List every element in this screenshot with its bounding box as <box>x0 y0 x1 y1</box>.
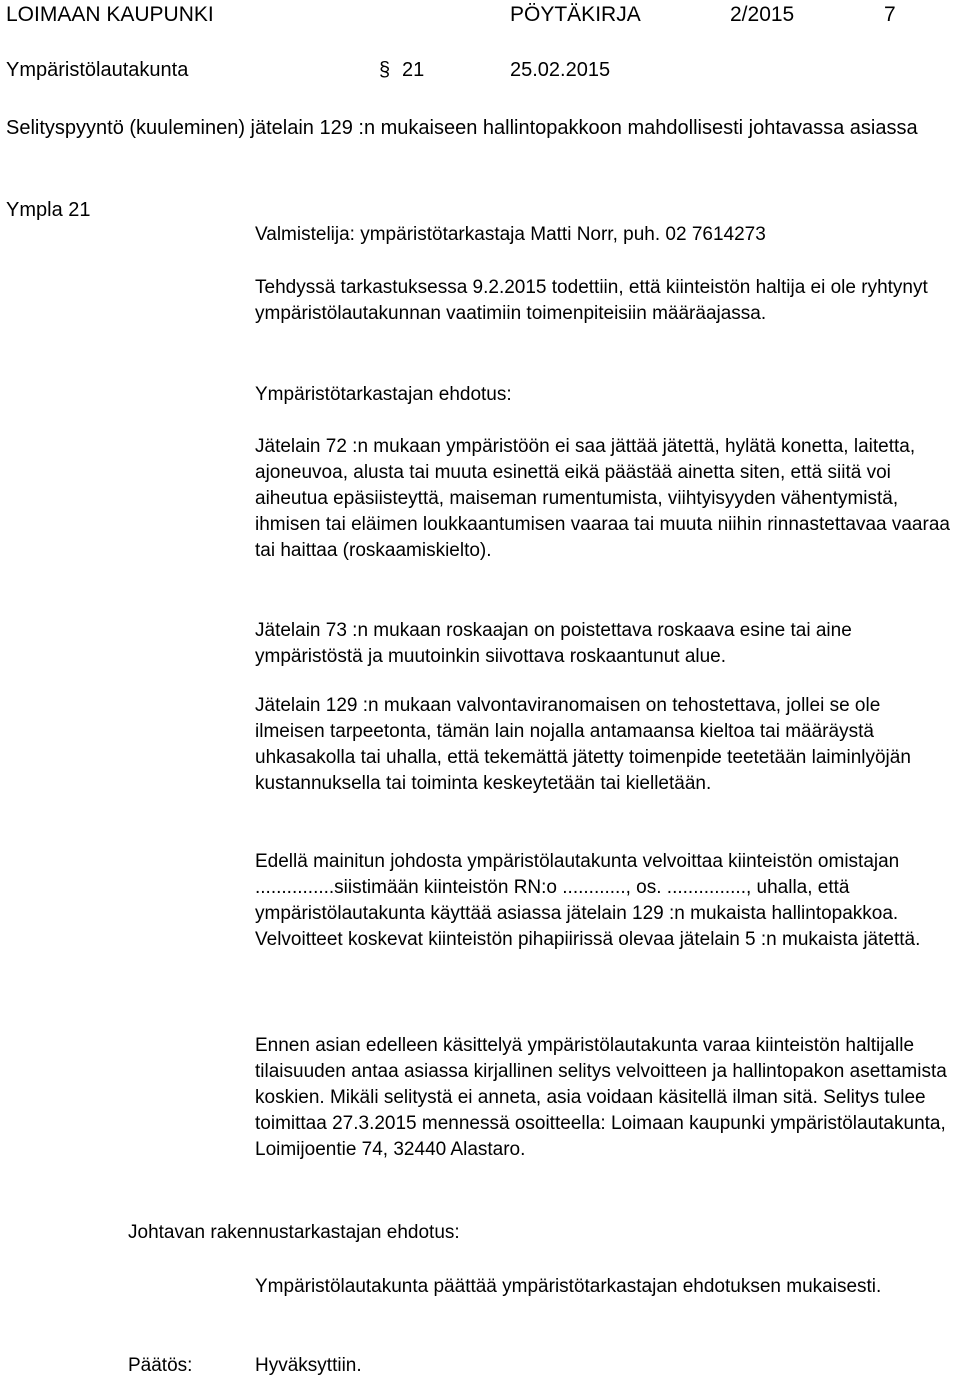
page-number: 7 <box>884 3 896 26</box>
paragraph-text: Jätelain 72 :n mukaan ympäristöön ei saa jättää jätettä, hylätä konetta, laitetta, ajoneuvoa, alusta tai muuta esinettä eikä päästää ainetta siten, että siitä voi aiheutua epäsiisteyttä, maiseman rumentumista, viihtyisyyden vähentymistä, ihmisen tai eläimen loukkaantumisen vaaraa tai muuta niihin rinnastettavaa vaaraa tai haittaa (roskaamiskielto). <box>255 436 950 561</box>
proposal-heading: Ympäristötarkastajan ehdotus: <box>255 384 512 405</box>
paragraph-hearing <box>255 1033 955 1163</box>
chief-proposal-text <box>255 1274 955 1300</box>
case-ref: Ympla 21 <box>6 199 91 221</box>
paragraph-text: Edellä mainitun johdosta ympäristölautakunta velvoittaa kiinteistön omistajan ...............siistimään kiinteistön RN:o ............, os. ..............., uhalla, että ympäristölautakunta käyttää asiassa jätelain 129 :n mukaista hallintopakkoa. Velvoitteet koskevat kiinteistön pihapiirissä olevaa jätelain 5 :n mukaista jätettä. <box>255 851 921 950</box>
paragraph-text: Ennen asian edelleen käsittelyä ympäristölautakunta varaa kiinteistön haltijalle tilaisuuden antaa asiassa kirjallinen selitys velvoitteen ja hallintopakon asettamista koskien. Mikäli selitystä ei anneta, asia voidaan käsitellä ilman sitä. Selitys tulee toimittaa 27.3.2015 mennessä osoitteella: Loimaan kaupunki ympäristölautakunta, Loimijoentie 74, 32440 Alastaro. <box>255 1035 947 1160</box>
doc-type: PÖYTÄKIRJA <box>510 3 641 26</box>
inspection-text: Tehdyssä tarkastuksessa 9.2.2015 todettiin, että kiinteistön haltija ei ole ryhtynyt ympäristölautakunnan vaatimiin toimenpiteisiin määräajassa. <box>255 277 928 324</box>
paragraph-obligation <box>255 849 955 953</box>
meeting-date: 25.02.2015 <box>510 59 611 81</box>
paragraph-jatelaki-72 <box>255 434 955 564</box>
paragraph-jatelaki-73 <box>255 618 955 670</box>
decision-text: Hyväksyttiin. <box>255 1355 362 1376</box>
board-name: Ympäristölautakunta <box>6 59 189 81</box>
paragraph-jatelaki-129 <box>255 693 955 797</box>
paragraph-text: Jätelain 129 :n mukaan valvontaviranomaisen on tehostettava, jollei se ole ilmeisen tarpeetonta, tämän lain nojalla antamaansa kieltoa tai määräystä uhkasakolla tai uhalla, että tekemättä jätetty toimenpide teetetään laiminlyöjän kustannuksella tai toiminta keskeytetään tai kielletään. <box>255 695 911 794</box>
section-number: 21 <box>402 59 425 81</box>
inspection-paragraph <box>255 275 955 327</box>
doc-number: 2/2015 <box>730 3 795 26</box>
chief-proposal-heading: Johtavan rakennustarkastajan ehdotus: <box>128 1222 460 1243</box>
preparer-line: Valmistelija: ympäristötarkastaja Matti Norr, puh. 02 7614273 <box>255 224 766 245</box>
org-name: LOIMAAN KAUPUNKI <box>6 3 214 26</box>
decision-label: Päätös: <box>128 1355 193 1376</box>
case-title: Selityspyyntö (kuuleminen) jätelain 129 :n mukaiseen hallintopakkoon mahdollisesti johtavassa asiassa <box>6 117 918 139</box>
section-mark: § <box>379 59 391 81</box>
paragraph-text: Ympäristölautakunta päättää ympäristötarkastajan ehdotuksen mukaisesti. <box>255 1276 882 1297</box>
paragraph-text: Jätelain 73 :n mukaan roskaajan on poistettava roskaava esine tai aine ympäristöstä ja muutoinkin siivottava roskaantunut alue. <box>255 620 852 667</box>
